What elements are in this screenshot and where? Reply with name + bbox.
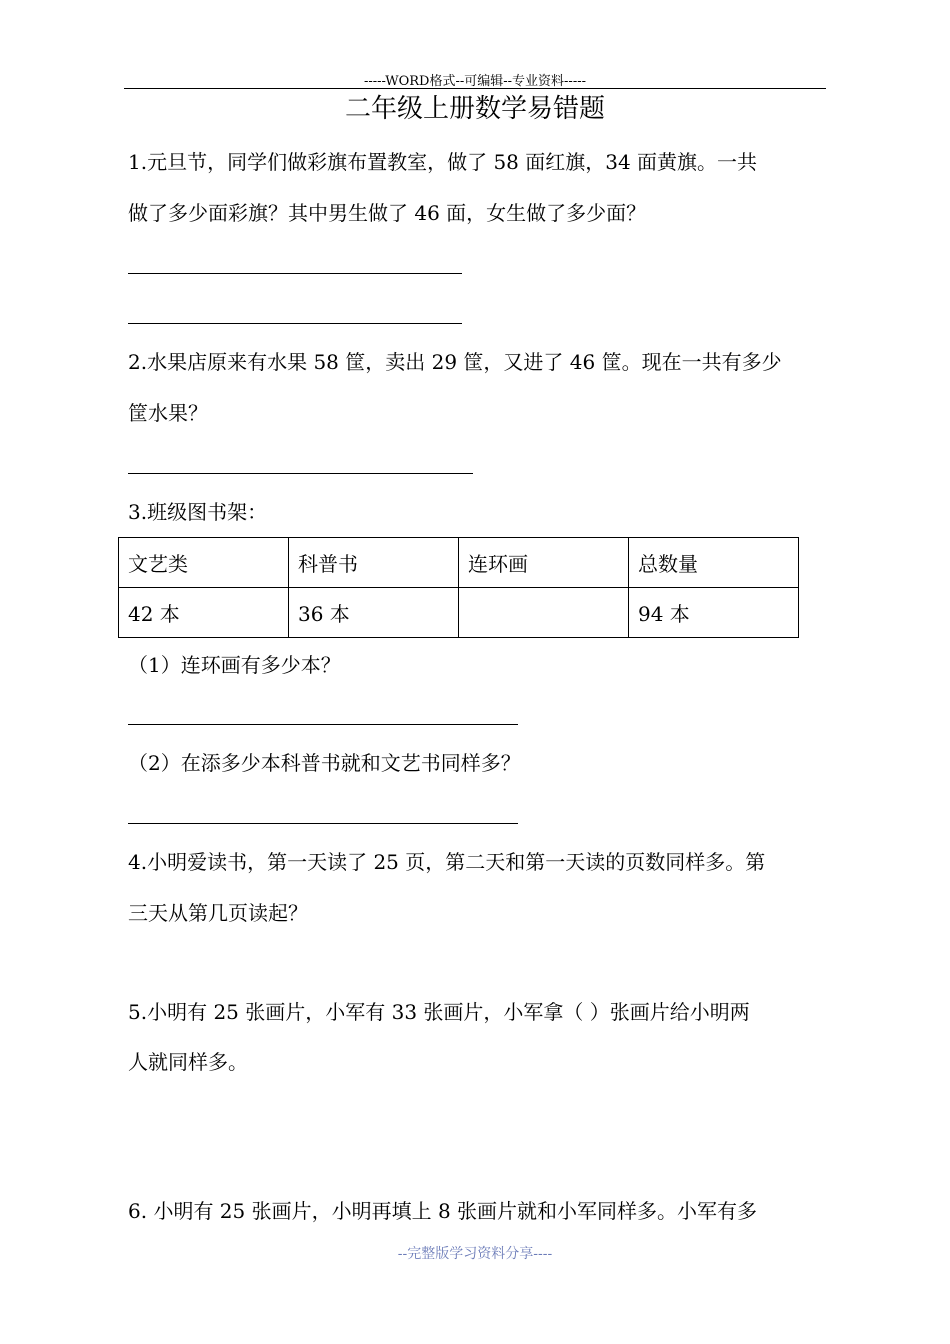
question-4-line-1: 4.小明爱读书，第一天读了 25 页，第二天和第一天读的页数同样多。第 <box>128 850 766 874</box>
table-cell: 36 本 <box>289 588 459 638</box>
table-cell: 94 本 <box>629 588 799 638</box>
table-header-cell: 连环画 <box>459 538 629 588</box>
answer-line-q3-1 <box>128 724 518 725</box>
question-2-line-1: 2.水果店原来有水果 58 筐，卖出 29 筐，又进了 46 筐。现在一共有多少 <box>128 350 782 374</box>
table-cell: 42 本 <box>119 588 289 638</box>
answer-line-q3-2 <box>128 823 518 824</box>
question-3-intro: 3.班级图书架： <box>128 500 268 524</box>
question-2-line-2: 筐水果？ <box>128 401 208 425</box>
question-5-line-2: 人就同样多。 <box>128 1050 248 1074</box>
question-1-line-1: 1.元旦节，同学们做彩旗布置教室，做了 58 面红旗，34 面黄旗。一共 <box>128 150 758 174</box>
table-header-cell: 总数量 <box>629 538 799 588</box>
question-3-sub-2: （2）在添多少本科普书就和文艺书同样多？ <box>128 751 521 775</box>
table-cell-blank <box>459 588 629 638</box>
question-4-line-2: 三天从第几页读起？ <box>128 901 308 925</box>
bookshelf-table <box>118 537 799 638</box>
page-title: 二年级上册数学易错题 <box>344 94 605 124</box>
answer-line-q1-b <box>128 323 462 324</box>
question-3-sub-1: （1）连环画有多少本？ <box>128 653 341 677</box>
table-header-cell: 科普书 <box>289 538 459 588</box>
question-1-line-2: 做了多少面彩旗？其中男生做了 46 面，女生做了多少面？ <box>128 201 647 225</box>
answer-line-q1-a <box>128 273 462 274</box>
page-header: -----WORD格式--可编辑--专业资料----- <box>363 74 587 89</box>
page-footer: --完整版学习资料分享---- <box>397 1246 553 1262</box>
table-header-cell: 文艺类 <box>119 538 289 588</box>
question-5-line-1: 5.小明有 25 张画片，小军有 33 张画片，小军拿（ ）张画片给小明两 <box>128 1000 750 1024</box>
table-header-row <box>119 538 799 588</box>
question-6-line-1: 6. 小明有 25 张画片，小明再填上 8 张画片就和小军同样多。小军有多 <box>128 1199 758 1223</box>
answer-line-q2 <box>128 473 473 474</box>
table-row <box>119 588 799 638</box>
